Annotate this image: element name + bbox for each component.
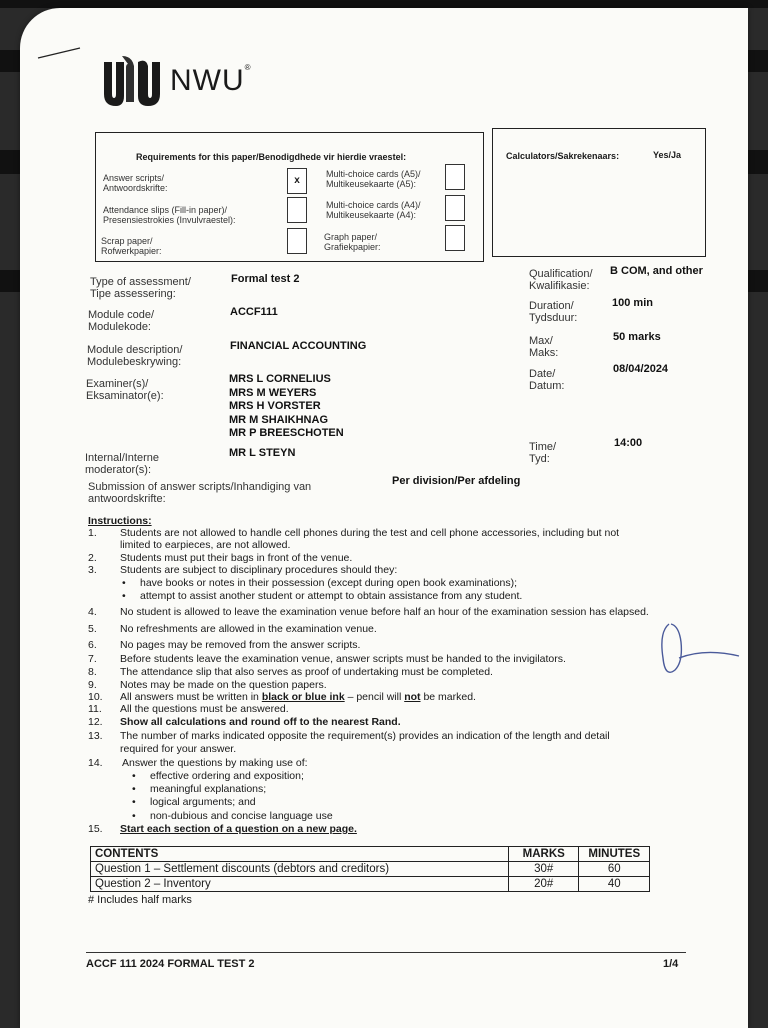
examiner-name: MR M SHAIKHNAG bbox=[229, 413, 328, 426]
max-marks-label: Max/ Maks: bbox=[529, 335, 559, 359]
instruction-text: Before students leave the examination venue, answer scripts must be handed to the invigilators. bbox=[120, 653, 566, 665]
instruction-text: effective ordering and exposition; bbox=[150, 770, 304, 782]
instruction-number: 3. bbox=[88, 564, 97, 576]
nwu-emblem-icon bbox=[100, 52, 164, 110]
instruction-bullet: • bbox=[122, 590, 126, 602]
req-attendance-checkbox[interactable] bbox=[287, 197, 307, 223]
requirements-box bbox=[95, 132, 484, 262]
instruction-number: 5. bbox=[88, 623, 97, 635]
req-scrap-paper-checkbox[interactable] bbox=[287, 228, 307, 254]
table-header-row bbox=[91, 847, 650, 862]
instruction-text: non-dubious and concise language use bbox=[150, 810, 333, 822]
registered-mark: ® bbox=[244, 62, 251, 72]
instruction-text: have books or notes in their possession (except during open book examinations); bbox=[140, 577, 518, 589]
duration-label: Duration/ Tydsduur: bbox=[529, 300, 578, 324]
instruction-number: 2. bbox=[88, 552, 97, 564]
page-number: 1/4 bbox=[663, 958, 679, 970]
table-cell: 40 bbox=[579, 877, 650, 892]
instruction-text: All answers must be written in black or blue ink – pencil will not be marked. bbox=[120, 691, 476, 703]
date-value: 08/04/2024 bbox=[613, 363, 669, 375]
examiner-name: MRS H VORSTER bbox=[229, 400, 321, 412]
footer-title: ACCF 111 2024 FORMAL TEST 2 bbox=[86, 958, 255, 970]
table-cell: Question 1 – Settlement discounts (debtors and creditors) bbox=[91, 862, 509, 877]
instruction-number: 6. bbox=[88, 639, 97, 651]
req-mc-a5-label: Multi-choice cards (A5)/ Multikeusekaarte (A5): bbox=[326, 169, 421, 189]
submission-label: Submission of answer scripts/Inhandiging van antwoordskrifte: bbox=[88, 481, 312, 505]
calculators-value: Yes/Ja bbox=[653, 150, 682, 160]
instruction-number: 9. bbox=[88, 679, 97, 691]
instruction-bullet: • bbox=[132, 796, 136, 808]
instruction-bullet: • bbox=[132, 810, 136, 822]
req-answer-scripts-checkbox[interactable]: x bbox=[287, 168, 307, 194]
req-scrap-paper-label: Scrap paper/ Rofwerkpapier: bbox=[101, 236, 162, 256]
instruction-text: Notes may be made on the question papers. bbox=[120, 679, 327, 691]
req-graph-paper-label: Graph paper/ Grafiekpapier: bbox=[324, 232, 381, 252]
instruction-text: Students are not allowed to handle cell phones during the test and cell phone accessories, including but not bbox=[120, 527, 620, 539]
moderator-label: Internal/Interne moderator(s): bbox=[85, 452, 159, 476]
req-mc-a4-label: Multi-choice cards (A4)/ Multikeusekaarte (A4): bbox=[326, 200, 421, 220]
instruction-number: 11. bbox=[88, 703, 102, 715]
instruction-text: attempt to assist another student or attempt to obtain assistance from any student. bbox=[140, 590, 523, 602]
instruction-text: The attendance slip that also serves as proof of undertaking must be completed. bbox=[120, 666, 493, 678]
qualification-value: B COM, and other bbox=[610, 265, 703, 277]
req-answer-scripts-label: Answer scripts/ Antwoordskrifte: bbox=[103, 173, 168, 193]
table-header: MINUTES bbox=[579, 847, 650, 862]
req-graph-paper-checkbox[interactable] bbox=[445, 225, 465, 251]
instruction-text: No student is allowed to leave the examination venue before half an hour of the examination session has elapsed. bbox=[120, 606, 649, 618]
duration-value: 100 min bbox=[612, 297, 653, 309]
table-cell: 20# bbox=[508, 877, 579, 892]
table-cell: Question 2 – Inventory bbox=[91, 877, 509, 892]
table-row bbox=[91, 862, 650, 877]
instruction-text: Answer the questions by making use of: bbox=[122, 757, 308, 769]
table-cell: 30# bbox=[508, 862, 579, 877]
instruction-bullet: • bbox=[132, 770, 136, 782]
instruction-number: 7. bbox=[88, 653, 97, 665]
module-description-value: FINANCIAL ACCOUNTING bbox=[230, 340, 367, 352]
examiner-name: MR P BREESCHOTEN bbox=[229, 427, 344, 439]
instruction-bullet: • bbox=[132, 783, 136, 795]
calculators-label: Calculators/Sakrekenaars: bbox=[506, 151, 620, 161]
instruction-number: 12. bbox=[88, 716, 103, 728]
time-value: 14:00 bbox=[614, 437, 643, 449]
instruction-text: Students must put their bags in front of the venue. bbox=[120, 552, 353, 564]
instructions-list bbox=[88, 527, 688, 837]
nwu-logo bbox=[100, 52, 251, 110]
max-marks-value: 50 marks bbox=[613, 331, 661, 343]
qualification-label: Qualification/ Kwalifikasie: bbox=[529, 268, 593, 292]
instruction-number: 8. bbox=[88, 666, 97, 678]
instruction-number: 1. bbox=[88, 527, 97, 539]
instruction-text: The number of marks indicated opposite the requirement(s) provides an indication of the length and detail bbox=[120, 730, 610, 742]
table-cell: 60 bbox=[579, 862, 650, 877]
examiner-name: MRS M WEYERS bbox=[229, 386, 317, 399]
examiners-label: Examiner(s)/ Eksaminator(e): bbox=[86, 378, 164, 402]
req-attendance-label: Attendance slips (Fill-in paper)/ Presensiestrokies (Invulvraestel): bbox=[103, 205, 236, 225]
table-row bbox=[91, 877, 650, 892]
instruction-number: 10. bbox=[88, 691, 103, 703]
calculators-box bbox=[492, 128, 706, 257]
module-code-label: Module code/ Modulekode: bbox=[88, 309, 155, 333]
footer-divider bbox=[86, 952, 686, 953]
submission-value: Per division/Per afdeling bbox=[392, 475, 521, 487]
instruction-text: Start each section of a question on a new page. bbox=[120, 823, 357, 835]
instruction-number: 14. bbox=[88, 757, 103, 769]
instruction-text: meaningful explanations; bbox=[150, 783, 267, 795]
table-header: MARKS bbox=[508, 847, 579, 862]
contents-table bbox=[90, 846, 650, 892]
contents-note: # Includes half marks bbox=[88, 894, 192, 906]
req-mc-a5-checkbox[interactable] bbox=[445, 164, 465, 190]
moderator-value: MR L STEYN bbox=[229, 447, 296, 459]
instruction-number: 4. bbox=[88, 606, 97, 618]
instruction-number: 13. bbox=[88, 730, 103, 742]
instruction-text: required for your answer. bbox=[120, 743, 237, 755]
requirements-title: Requirements for this paper/Benodigdhede vir hierdie vraestel: bbox=[136, 152, 407, 162]
handwritten-signature bbox=[655, 618, 745, 698]
instruction-text: Show all calculations and round off to the nearest Rand. bbox=[120, 716, 401, 728]
module-code-value: ACCF111 bbox=[230, 306, 278, 318]
pen-mark bbox=[34, 44, 84, 64]
instruction-text: limited to earpieces, are not allowed. bbox=[120, 539, 291, 551]
instruction-text: Students are subject to disciplinary procedures should they: bbox=[120, 564, 398, 576]
assessment-type-label: Type of assessment/ Tipe assessering: bbox=[90, 276, 191, 300]
module-description-label: Module description/ Modulebeskrywing: bbox=[87, 344, 183, 368]
req-mc-a4-checkbox[interactable] bbox=[445, 195, 465, 221]
examiners-list bbox=[229, 373, 344, 441]
assessment-type-value: Formal test 2 bbox=[231, 273, 300, 285]
date-label: Date/ Datum: bbox=[529, 368, 565, 392]
instruction-text: No pages may be removed from the answer scripts. bbox=[120, 639, 361, 651]
examiner-name: MRS L CORNELIUS bbox=[229, 373, 331, 385]
time-label: Time/ Tyd: bbox=[529, 441, 557, 465]
instruction-bullet: • bbox=[122, 577, 126, 589]
instruction-text: All the questions must be answered. bbox=[120, 703, 289, 715]
instruction-text: No refreshments are allowed in the examination venue. bbox=[120, 623, 377, 635]
instruction-text: logical arguments; and bbox=[150, 796, 256, 808]
brand-name: NWU bbox=[170, 64, 245, 97]
table-header: CONTENTS bbox=[91, 847, 509, 862]
instructions-heading: Instructions: bbox=[88, 515, 152, 527]
instruction-number: 15. bbox=[88, 823, 103, 835]
